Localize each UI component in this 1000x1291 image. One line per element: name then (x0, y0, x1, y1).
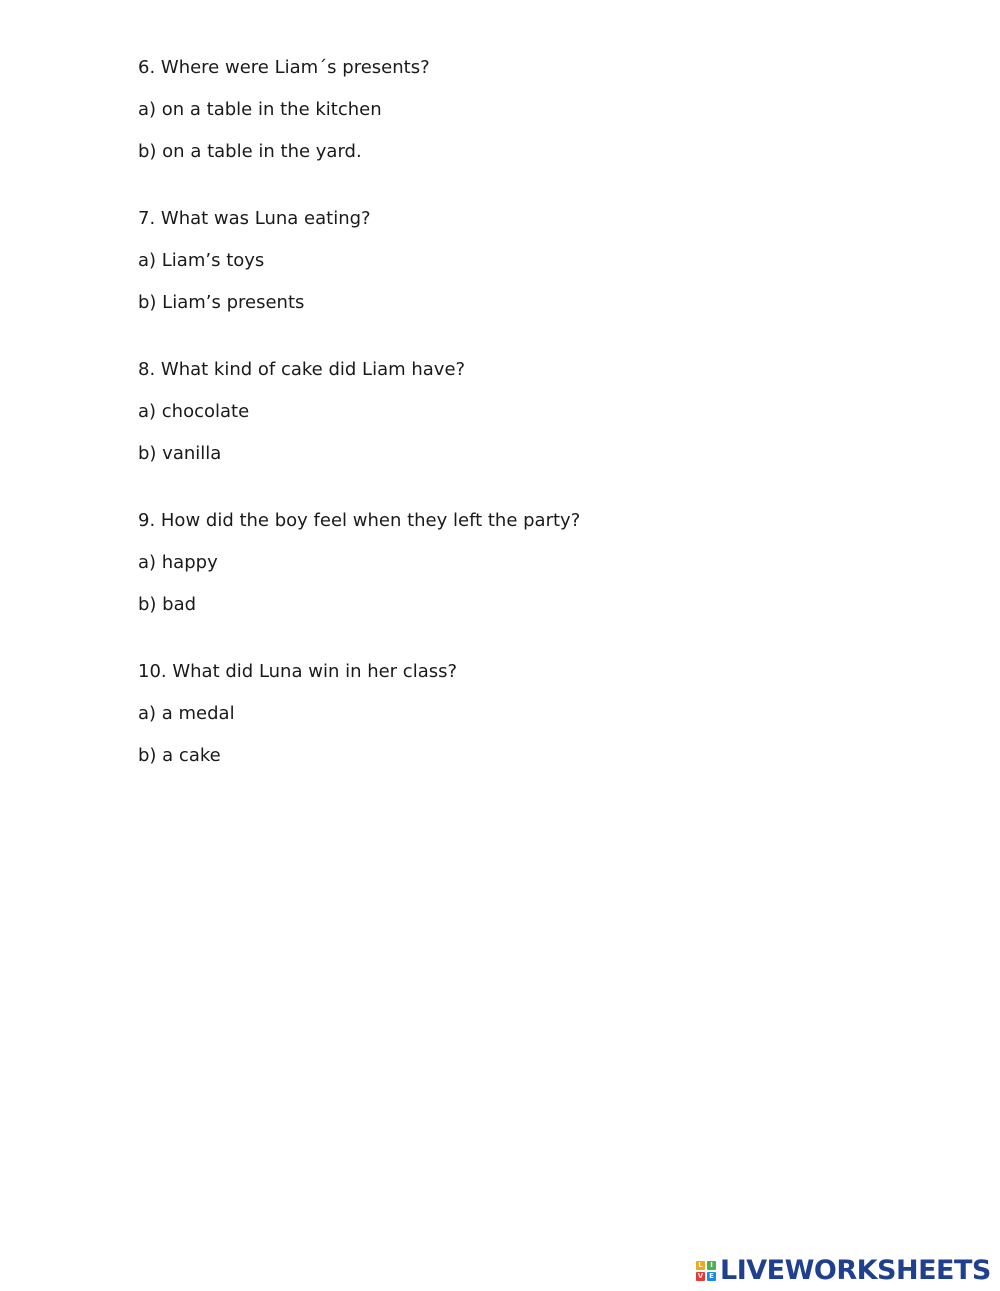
logo-mark-icon (696, 1261, 716, 1281)
question-text: 8. What kind of cake did Liam have? (138, 359, 466, 380)
answer-option[interactable]: b) on a table in the yard. (138, 141, 362, 162)
answer-option[interactable]: b) Liam’s presents (138, 292, 305, 313)
liveworksheets-logo (696, 1255, 991, 1287)
question-text: 10. What did Luna win in her class? (138, 661, 458, 682)
answer-option[interactable]: b) a cake (138, 745, 221, 766)
answer-option[interactable]: b) bad (138, 594, 197, 615)
question-block (138, 56, 898, 164)
logo-letter: I (707, 1261, 716, 1270)
answer-option[interactable]: a) a medal (138, 703, 235, 724)
answer-option[interactable]: a) happy (138, 552, 218, 573)
question-list (138, 56, 898, 811)
question-text: 6. Where were Liam´s presents? (138, 57, 430, 78)
answer-option[interactable]: a) chocolate (138, 401, 250, 422)
logo-letter: V (697, 1272, 704, 1280)
question-text: 9. How did the boy feel when they left the party? (138, 510, 581, 531)
logo-text: LIVEWORKSHEETS (720, 1255, 991, 1286)
answer-option[interactable]: a) on a table in the kitchen (138, 99, 382, 120)
logo-letter: E (707, 1272, 716, 1281)
question-block (138, 509, 898, 617)
question-block (138, 660, 898, 768)
question-block (138, 207, 898, 315)
question-block (138, 358, 898, 466)
answer-option[interactable]: b) vanilla (138, 443, 222, 464)
question-text: 7. What was Luna eating? (138, 208, 371, 229)
answer-option[interactable]: a) Liam’s toys (138, 250, 265, 271)
logo-letter: L (696, 1261, 705, 1270)
